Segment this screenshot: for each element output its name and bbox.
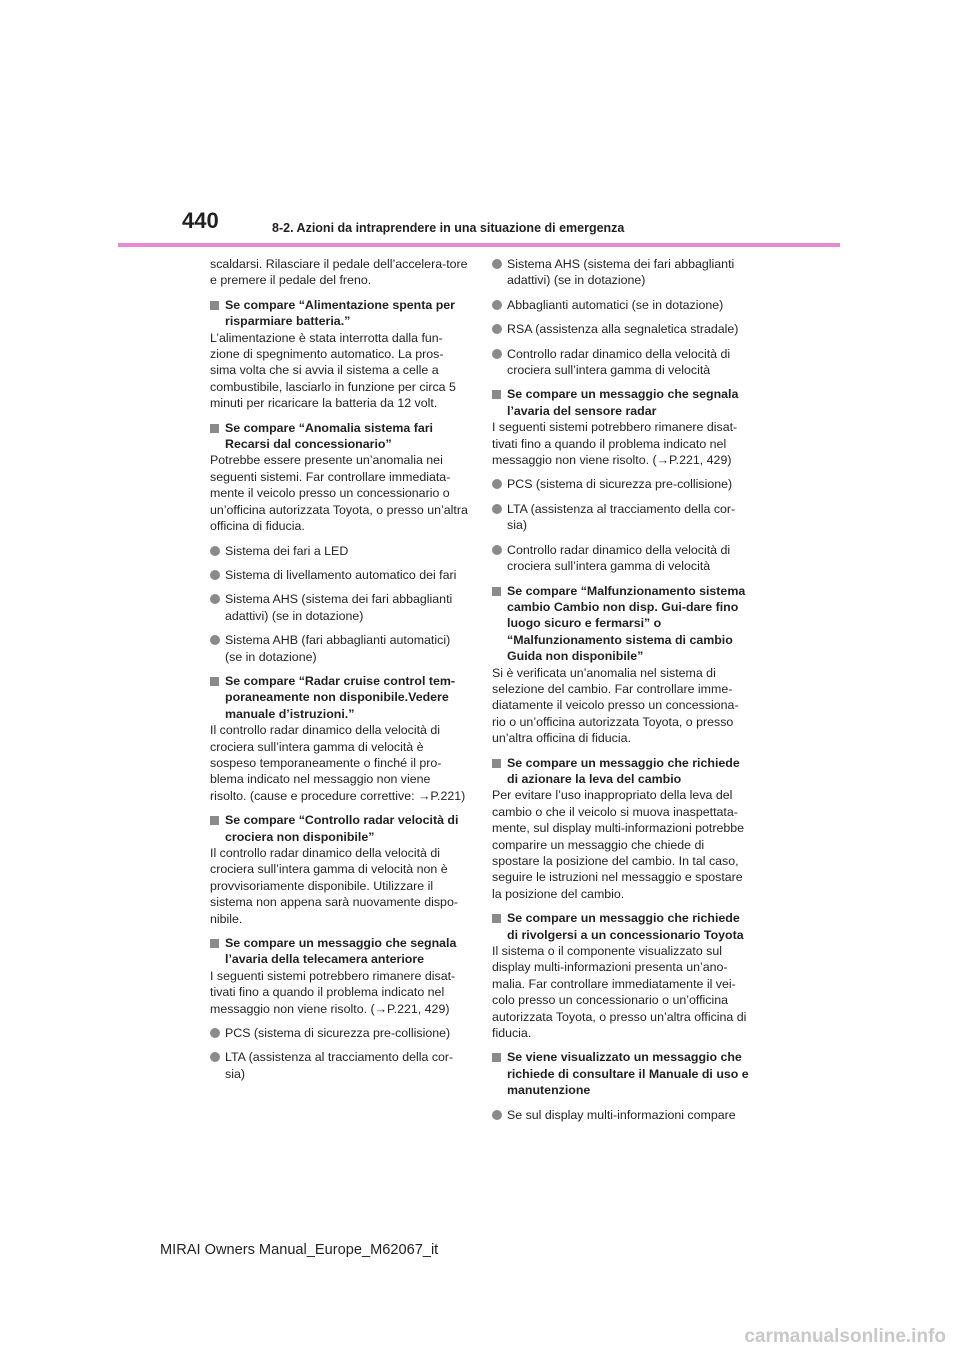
list-item-text: Abbaglianti automatici (se in dotazione) (507, 297, 724, 312)
heading-text: Se compare “Alimentazione spenta per risparmiare batteria.” (225, 297, 455, 329)
square-bullet-icon (210, 424, 219, 433)
page-number: 440 (182, 208, 219, 233)
circle-bullet-icon (492, 300, 502, 310)
list-item (492, 542, 750, 575)
circle-bullet-icon (492, 504, 502, 514)
circle-bullet-icon (210, 1052, 220, 1062)
square-bullet-icon (492, 390, 501, 399)
body-paragraph: Potrebbe essere presente un’anomalia nei seguenti sistemi. Far controllare immediata-mente il veicolo presso un concessionario o un’officina autorizzata Toyota, o presso un’altra officina di fiducia. (210, 453, 468, 534)
heading-text: Se compare “Radar cruise control tem-poraneamente non disponibile.Vedere manuale d’istruzioni.” (225, 673, 455, 721)
square-bullet-icon (492, 587, 501, 596)
list-item (210, 1025, 468, 1041)
list-item-text: Sistema AHS (sistema dei fari abbaglianti adattivi) (se in dotazione) (225, 592, 453, 623)
heading-text: Se viene visualizzato un messaggio che richiede di consultare il Manuale di uso e manutenzione (507, 1050, 749, 1098)
list-item-text: Se sul display multi-informazioni compare (507, 1107, 736, 1122)
circle-bullet-icon (492, 545, 502, 555)
heading-text: Se compare “Anomalia sistema fari Recarsi dal concessionario” (225, 420, 433, 452)
square-bullet-icon (210, 301, 219, 310)
list-item (492, 1107, 750, 1123)
heading-text: Se compare un messaggio che richiede di rivolgersi a un concessionario Toyota (507, 911, 744, 942)
list-item-text: LTA (assistenza al tracciamento della cor-sia) (225, 1050, 454, 1081)
list-item-text: Controllo radar dinamico della velocità di crociera sull’intera gamma di velocità (507, 542, 731, 574)
list-item (210, 591, 468, 624)
list-item-text: Sistema AHB (fari abbaglianti automatici) (se in dotazione) (225, 633, 451, 664)
left-column (210, 256, 468, 1090)
section-heading (210, 812, 468, 845)
list-item (210, 567, 468, 583)
square-bullet-icon (210, 939, 219, 948)
section-heading (492, 386, 750, 419)
header-divider (118, 243, 840, 247)
section-heading (492, 910, 750, 943)
list-item-text: PCS (sistema di sicurezza pre-collisione) (507, 477, 733, 492)
square-bullet-icon (210, 816, 219, 825)
list-item (492, 321, 750, 337)
body-paragraph: L’alimentazione è stata interrotta dalla fun-zione di spegnimento automatico. La pros-sima volta che si avvia il sistema a celle a combustibile, lasciarlo in funzione per circa 5 minuti per ricaricare la batteria da 12 volt. (210, 330, 456, 411)
body-paragraph: Il sistema o il componente visualizzato sul display multi-informazioni presenta un’ano-malia. Far controllare immediatamente il vei-colo presso un concessionario o un’officina autorizzata Toyota, o presso un’altra officina di fiducia. (492, 944, 747, 1041)
list-item-text: Controllo radar dinamico della velocità di crociera sull’intera gamma di velocità (507, 346, 731, 378)
heading-text: Se compare “Controllo radar velocità di crociera non disponibile” (225, 813, 459, 844)
section-heading (492, 583, 750, 665)
list-item (492, 297, 750, 313)
circle-bullet-icon (492, 1110, 502, 1120)
body-paragraph: I seguenti sistemi potrebbero rimanere disat-tivati fino a quando il problema indicato nel messaggio non viene risolto. (→P.221, 429) (492, 420, 738, 468)
circle-bullet-icon (210, 594, 220, 604)
circle-bullet-icon (210, 570, 220, 580)
body-paragraph: I seguenti sistemi potrebbero rimanere disat-tivati fino a quando il problema indicato nel messaggio non viene risolto. (→P.221, 429) (210, 968, 456, 1016)
circle-bullet-icon (210, 635, 220, 645)
list-item-text: RSA (assistenza alla segnaletica stradale) (507, 322, 739, 337)
section-heading (210, 420, 468, 453)
watermark: carmanualsonline.info (744, 1326, 946, 1347)
body-paragraph: Il controllo radar dinamico della velocità di crociera sull’intera gamma di velocità è sospeso temporaneamente o finché il pro-blema indicato nel messaggio non viene risolto. (cause e procedure correttive: →P.221) (210, 723, 466, 803)
intro-paragraph: scaldarsi. Rilasciare il pedale dell’accelera-tore e premere il pedale del freno. (210, 257, 468, 288)
heading-text: Se compare un messaggio che segnala l’avaria del sensore radar (507, 387, 739, 418)
section-title: 8-2. Azioni da intraprendere in una situazione di emergenza (272, 221, 625, 235)
section-heading (210, 673, 468, 722)
list-item-text: Sistema AHS (sistema dei fari abbaglianti adattivi) (se in dotazione) (507, 257, 735, 288)
circle-bullet-icon (492, 479, 502, 489)
list-item (492, 476, 750, 492)
section-heading (210, 297, 468, 330)
square-bullet-icon (492, 1053, 501, 1062)
circle-bullet-icon (210, 1028, 220, 1038)
heading-text: Se compare “Malfunzionamento sistema cambio Cambio non disp. Gui-dare fino luogo sicuro e fermarsi” o “Malfunzionamento sistema di cambio Guida non disponibile” (507, 583, 746, 664)
list-item-text: PCS (sistema di sicurezza pre-collisione) (225, 1026, 451, 1041)
heading-text: Se compare un messaggio che richiede di azionare la leva del cambio (507, 755, 740, 786)
list-item (492, 501, 750, 534)
section-heading (492, 755, 750, 788)
list-item (492, 256, 750, 289)
section-heading (210, 935, 468, 968)
square-bullet-icon (492, 914, 501, 923)
circle-bullet-icon (210, 546, 220, 556)
right-column (492, 256, 750, 1131)
footer-manual-id: MIRAI Owners Manual_Europe_M62067_it (160, 1242, 439, 1258)
list-item (210, 632, 468, 665)
square-bullet-icon (492, 759, 501, 768)
heading-text: Se compare un messaggio che segnala l’avaria della telecamera anteriore (225, 936, 457, 967)
list-item-text: Sistema dei fari a LED (225, 543, 349, 558)
square-bullet-icon (210, 677, 219, 686)
section-heading (492, 1049, 750, 1098)
list-item-text: LTA (assistenza al tracciamento della cor-sia) (507, 501, 736, 533)
list-item (492, 346, 750, 379)
body-paragraph: Si è verificata un’anomalia nel sistema di selezione del cambio. Far controllare imme-diatamente il veicolo presso un concessiona-rio o un’officina autorizzata Toyota, o presso un’altra officina di fiducia. (492, 665, 739, 746)
body-paragraph: Il controllo radar dinamico della velocità di crociera sull’intera gamma di velocità non è provvisoriamente disponibile. Utilizzare il sistema non appena sarà nuovamente dispo-nibile. (210, 846, 458, 926)
list-item (210, 543, 468, 559)
list-item (210, 1049, 468, 1082)
circle-bullet-icon (492, 349, 502, 359)
circle-bullet-icon (492, 259, 502, 269)
circle-bullet-icon (492, 324, 502, 334)
list-item-text: Sistema di livellamento automatico dei fari (225, 567, 457, 582)
body-paragraph: Per evitare l’uso inappropriato della leva del cambio o che il veicolo si muova inaspettata-mente, sul display multi-informazioni potrebbe comparire un messaggio che chiede di spostare la posizione del cambio. In tal caso, seguire le istruzioni nel messaggio e spostare la posizione del cambio. (492, 788, 745, 901)
